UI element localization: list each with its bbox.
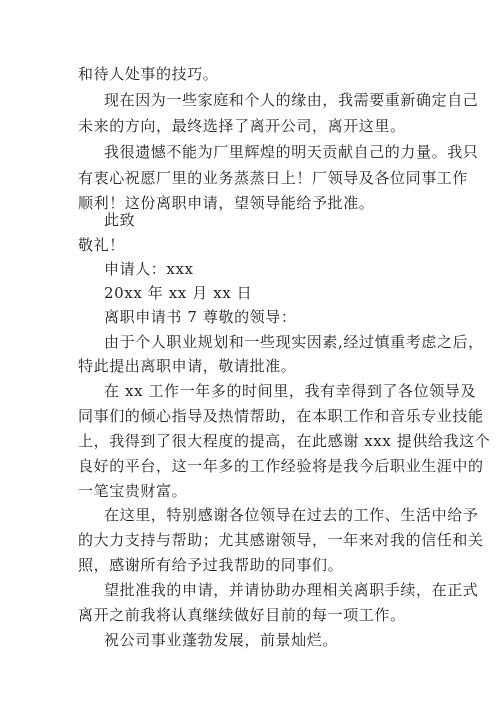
text-line: 在这里，特别感谢各位领导在过去的工作、生活中给予 bbox=[104, 506, 479, 524]
text-line: 20xx 年 xx 月 xx 日 bbox=[104, 284, 253, 302]
text-line: 由于个人职业规划和一些现实因素,经过慎重考虑之后， bbox=[104, 333, 484, 351]
text-line: 现在因为一些家庭和个人的缘由，我需要重新确定自己 bbox=[104, 91, 479, 109]
text-line: 离职申请书 7 尊敬的领导： bbox=[104, 308, 297, 326]
text-line: 一笔宝贵财富。 bbox=[78, 482, 188, 500]
text-line: 有衷心祝愿厂里的业务蒸蒸日上！厂领导及各位同事工作 bbox=[78, 169, 469, 187]
text-line: 上，我得到了很大程度的提高，在此感谢 xxx 提供给我这个 bbox=[78, 432, 491, 450]
text-line: 此致 bbox=[104, 211, 136, 229]
text-line: 同事们的倾心指导及热情帮助，在本职工作和音乐专业技能 bbox=[78, 407, 484, 425]
text-line: 祝公司事业蓬勃发展，前景灿烂。 bbox=[104, 631, 339, 649]
text-line: 在 xx 工作一年多的时间里，我有幸得到了各位领导及 bbox=[104, 382, 477, 400]
text-line: 和待人处事的技巧。 bbox=[78, 65, 219, 83]
text-line: 申请人：xxx bbox=[104, 260, 194, 278]
text-line: 的大力支持与帮助；尤其感谢领导，一年来对我的信任和关 bbox=[78, 531, 484, 549]
text-line: 顺利！这份离职申请，望领导能给予批准。 bbox=[78, 194, 375, 212]
text-line: 我很遗憾不能为厂里辉煌的明天贡献自己的力量。我只 bbox=[104, 143, 479, 161]
text-line: 离开之前我将认真继续做好目前的每一项工作。 bbox=[78, 606, 406, 624]
text-line: 未来的方向，最终选择了离开公司，离开这里。 bbox=[78, 117, 406, 135]
text-line: 望批准我的申请，并请协助办理相关离职手续，在正式 bbox=[104, 581, 479, 599]
text-line: 敬礼！ bbox=[78, 236, 125, 254]
text-line: 照，感谢所有给予过我帮助的同事们。 bbox=[78, 556, 344, 574]
text-line: 特此提出离职申请，敬请批准。 bbox=[78, 357, 297, 375]
text-line: 良好的平台，这一年多的工作经验将是我今后职业生涯中的 bbox=[78, 457, 484, 475]
